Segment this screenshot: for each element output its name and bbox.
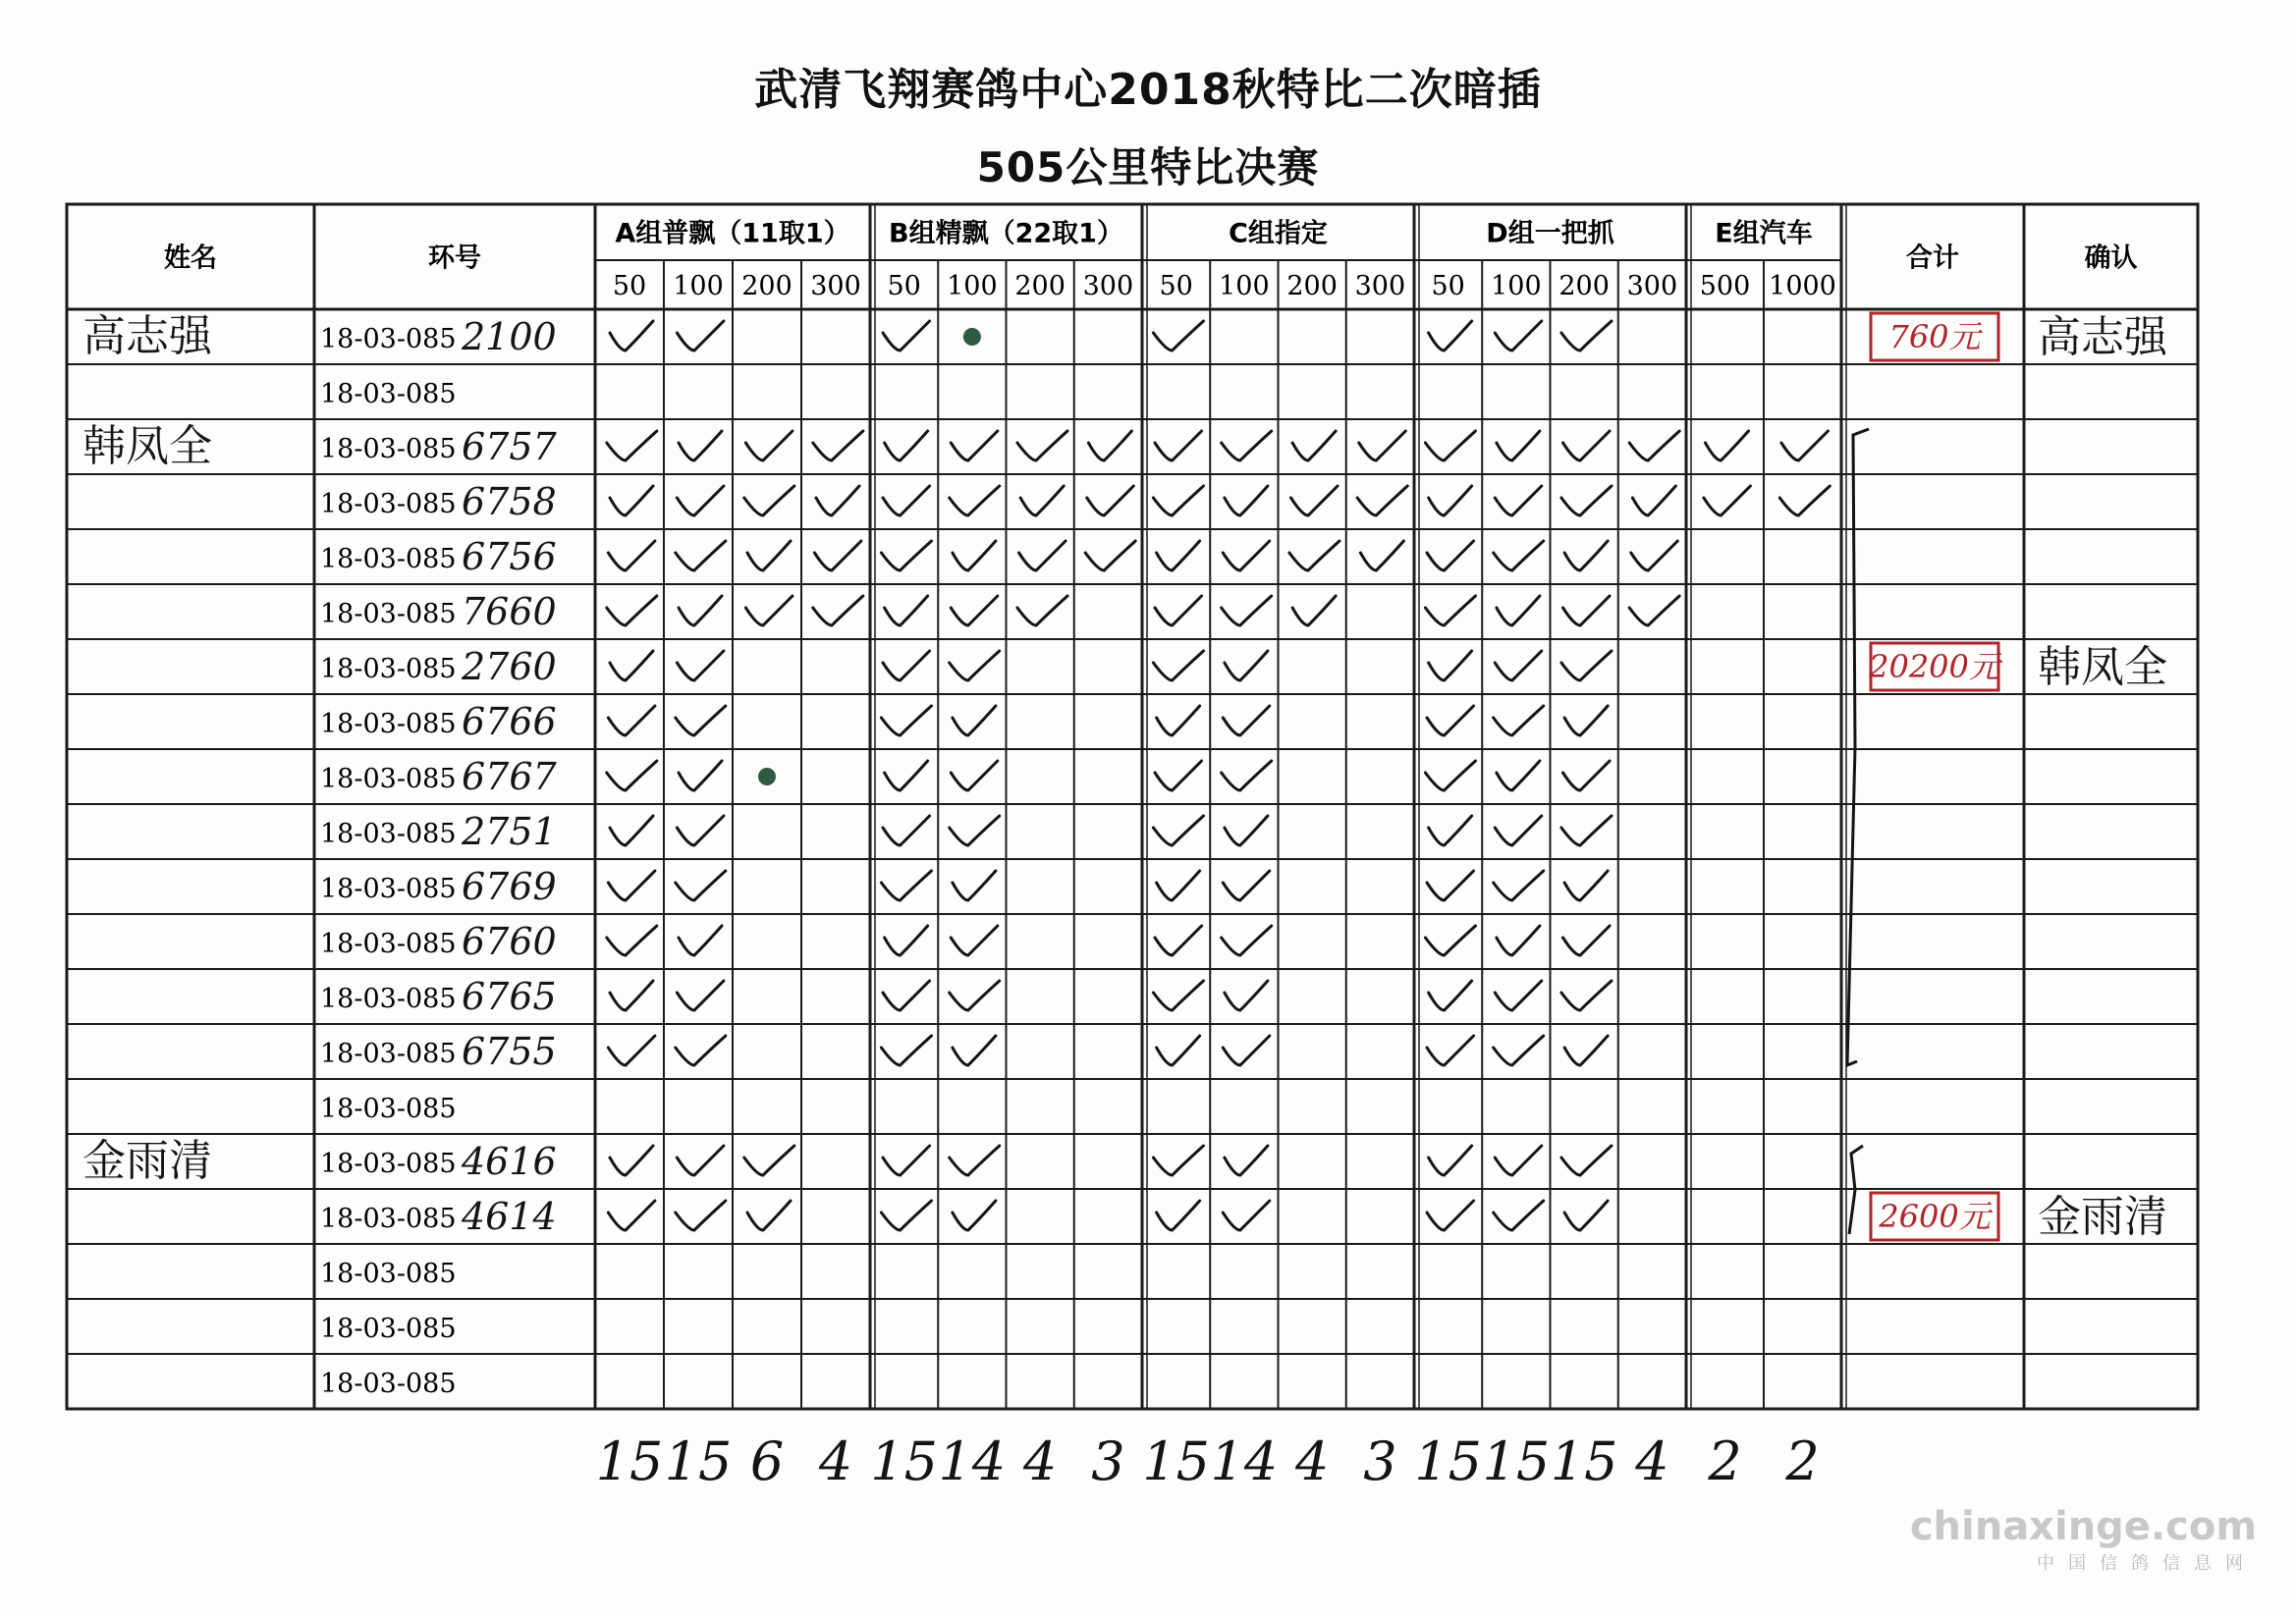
ring-suffix: 6769: [462, 865, 557, 908]
check-mark: [1153, 1146, 1203, 1175]
check-mark: [950, 816, 1000, 845]
check-mark: [950, 981, 1000, 1010]
check-mark: [1561, 486, 1612, 515]
check-mark: [677, 651, 724, 680]
check-mark: [814, 541, 861, 570]
ring-suffix: 2100: [462, 315, 557, 358]
column-count: 3: [1363, 1430, 1397, 1492]
check-mark: [885, 431, 928, 460]
check-mark: [610, 816, 653, 845]
check-mark: [951, 761, 998, 790]
check-mark: [813, 596, 863, 625]
check-mark: [1494, 871, 1544, 900]
ring-suffix: 6758: [462, 480, 557, 523]
check-mark: [883, 1146, 930, 1175]
distance-header: 300: [1082, 271, 1134, 301]
check-mark: [1632, 486, 1675, 515]
column-count: 15: [595, 1430, 664, 1492]
check-mark: [610, 651, 653, 680]
ring-prefix: 18-03-085: [320, 1149, 457, 1179]
column-count: 15: [664, 1430, 733, 1492]
ring-prefix: 18-03-085: [320, 1314, 457, 1344]
ring-prefix: 18-03-085: [320, 599, 457, 629]
check-mark: [1497, 431, 1540, 460]
check-mark: [679, 431, 722, 460]
check-mark: [1427, 706, 1474, 735]
ring-prefix: 18-03-085: [320, 434, 457, 464]
check-mark: [1429, 981, 1472, 1010]
ring-suffix: 2751: [462, 810, 557, 853]
header-total: 合计: [1906, 243, 1959, 274]
check-mark: [676, 871, 726, 900]
check-mark: [1427, 1036, 1474, 1065]
check-mark: [885, 761, 928, 790]
check-mark: [950, 651, 1000, 680]
check-mark: [950, 1146, 1000, 1175]
check-mark: [1629, 431, 1679, 460]
check-mark: [1561, 816, 1612, 845]
check-mark: [677, 321, 724, 351]
group-header: D组一把抓: [1486, 218, 1614, 249]
confirm-signature: 韩凤全: [2038, 642, 2167, 692]
check-mark: [1563, 431, 1611, 460]
check-mark: [1427, 541, 1474, 570]
distance-header: 200: [1558, 271, 1610, 301]
check-mark: [1157, 1201, 1200, 1230]
ring-prefix: 18-03-085: [320, 324, 457, 354]
check-mark: [1292, 596, 1336, 625]
ring-prefix: 18-03-085: [320, 929, 457, 959]
check-mark: [1020, 486, 1064, 515]
ring-suffix: 2760: [462, 645, 557, 688]
check-mark: [881, 1036, 931, 1065]
check-mark: [1494, 706, 1544, 735]
check-mark: [1153, 816, 1203, 845]
check-mark: [951, 431, 998, 460]
distance-header: 1000: [1769, 271, 1836, 301]
column-count: 4: [818, 1430, 853, 1492]
sheet-title: 武清飞翔赛鸽中心2018秋特比二次暗插: [754, 65, 1542, 115]
distance-header: 100: [947, 271, 998, 301]
check-mark: [607, 761, 657, 790]
column-count: 14: [1210, 1430, 1279, 1492]
check-mark: [1427, 871, 1474, 900]
check-mark: [885, 596, 928, 625]
check-mark: [1222, 761, 1272, 790]
ink-blot: [963, 328, 981, 346]
ring-prefix: 18-03-085: [320, 709, 457, 739]
column-count: 15: [870, 1430, 938, 1492]
check-mark: [1223, 1201, 1270, 1230]
check-mark: [951, 596, 998, 625]
check-mark: [1292, 431, 1336, 460]
watermark-site: chinaxinge.com: [1909, 1504, 2257, 1549]
ring-prefix: 18-03-085: [320, 544, 457, 574]
check-mark: [951, 926, 998, 955]
distance-header: 200: [1286, 271, 1338, 301]
check-mark: [679, 596, 722, 625]
check-mark: [1497, 761, 1540, 790]
ring-prefix: 18-03-085: [320, 489, 457, 519]
ring-suffix: 6755: [462, 1030, 557, 1073]
check-mark: [1563, 596, 1611, 625]
check-mark: [883, 981, 930, 1010]
check-mark: [607, 596, 657, 625]
check-mark: [1223, 541, 1270, 570]
check-mark: [1564, 1201, 1608, 1230]
ring-suffix: 7660: [462, 590, 557, 633]
check-mark: [1429, 486, 1472, 515]
check-mark: [677, 981, 724, 1010]
check-mark: [1087, 486, 1134, 515]
check-mark: [953, 1036, 996, 1065]
confirm-signature: 高志强: [2038, 312, 2167, 362]
check-mark: [1223, 871, 1270, 900]
check-mark: [816, 486, 859, 515]
check-mark: [1155, 596, 1202, 625]
column-counts: [596, 1430, 1820, 1492]
check-mark: [676, 1201, 726, 1230]
check-marks: [607, 321, 1831, 1230]
check-mark: [1222, 926, 1272, 955]
check-mark: [676, 541, 726, 570]
ring-prefix: 18-03-085: [320, 1039, 457, 1069]
check-mark: [610, 321, 653, 351]
check-mark: [1017, 431, 1067, 460]
check-mark: [608, 871, 655, 900]
ring-suffix: 6760: [462, 920, 557, 963]
header-confirm: 确认: [2084, 243, 2138, 274]
check-mark: [813, 431, 863, 460]
confirm-signature: 金雨清: [2038, 1192, 2167, 1242]
check-mark: [1425, 926, 1475, 955]
check-mark: [1629, 596, 1679, 625]
check-mark: [679, 926, 722, 955]
header-name: 姓名: [164, 243, 217, 274]
check-mark: [1495, 1146, 1542, 1175]
check-mark: [676, 1036, 726, 1065]
check-mark: [1497, 596, 1540, 625]
check-mark: [1561, 651, 1612, 680]
check-mark: [1494, 1201, 1544, 1230]
check-mark: [1155, 926, 1202, 955]
ring-prefix: 18-03-085: [320, 1094, 457, 1124]
check-mark: [1495, 321, 1542, 351]
ink-blot: [758, 768, 776, 785]
check-mark: [1429, 1146, 1472, 1175]
check-mark: [1019, 541, 1066, 570]
distance-header: 300: [810, 271, 861, 301]
check-mark: [1425, 761, 1475, 790]
check-mark: [1222, 596, 1272, 625]
ring-prefix: 18-03-085: [320, 984, 457, 1014]
check-mark: [1223, 706, 1270, 735]
check-mark: [1157, 541, 1200, 570]
check-mark: [1017, 596, 1067, 625]
check-mark: [1225, 816, 1268, 845]
check-mark: [608, 706, 655, 735]
check-mark: [608, 1036, 655, 1065]
distance-header: 300: [1626, 271, 1678, 301]
distance-header: 300: [1354, 271, 1406, 301]
ring-suffix: 6757: [462, 425, 557, 468]
check-mark: [953, 871, 996, 900]
check-mark: [1495, 651, 1542, 680]
check-mark: [677, 486, 724, 515]
ring-suffix: 4614: [462, 1195, 557, 1238]
check-mark: [1564, 871, 1608, 900]
check-mark: [1157, 706, 1200, 735]
check-mark: [1494, 1036, 1544, 1065]
check-mark: [1153, 981, 1203, 1010]
ring-suffix: 4616: [462, 1140, 557, 1183]
total-amount: 760元: [1888, 318, 1981, 355]
check-mark: [950, 486, 1000, 515]
distance-header: 100: [1491, 271, 1542, 301]
check-mark: [1495, 816, 1542, 845]
check-mark: [610, 486, 653, 515]
check-mark: [610, 981, 653, 1010]
check-mark: [608, 541, 655, 570]
column-count: 4: [1022, 1430, 1058, 1492]
group-header: B组精飘（22取1）: [889, 218, 1123, 249]
check-mark: [881, 1201, 931, 1230]
check-mark: [1359, 431, 1406, 460]
check-mark: [1225, 981, 1268, 1010]
check-mark: [1704, 486, 1751, 515]
check-mark: [953, 541, 996, 570]
check-mark: [745, 596, 793, 625]
check-mark: [1779, 486, 1830, 515]
check-mark: [1085, 541, 1135, 570]
check-mark: [1425, 431, 1475, 460]
check-mark: [1357, 486, 1407, 515]
check-mark: [1631, 541, 1678, 570]
check-mark: [1561, 1146, 1612, 1175]
check-mark: [1157, 871, 1200, 900]
check-mark: [1153, 321, 1203, 351]
column-count: 4: [1635, 1430, 1669, 1492]
check-mark: [1564, 1036, 1608, 1065]
ring-suffix: 6756: [462, 535, 557, 578]
distance-header: 500: [1699, 271, 1751, 301]
check-mark: [744, 486, 794, 515]
column-count: 15: [1550, 1430, 1618, 1492]
group-header: E组汽车: [1715, 218, 1813, 249]
check-mark: [1429, 816, 1472, 845]
ring-prefix: 18-03-085: [320, 654, 457, 684]
check-mark: [747, 541, 791, 570]
check-mark: [1222, 431, 1272, 460]
check-mark: [1223, 1036, 1270, 1065]
group-header: C组指定: [1229, 218, 1328, 249]
column-count: 15: [1414, 1430, 1482, 1492]
ring-prefix: 18-03-085: [320, 764, 457, 794]
column-count: 4: [1294, 1430, 1330, 1492]
check-mark: [883, 651, 930, 680]
ring-suffix: 6767: [462, 755, 557, 798]
header-ring: 环号: [428, 243, 481, 274]
distance-header: 50: [887, 271, 921, 301]
check-mark: [747, 1201, 791, 1230]
check-mark: [1360, 541, 1403, 570]
column-count: 3: [1091, 1430, 1125, 1492]
column-count: 15: [1142, 1430, 1210, 1492]
check-mark: [1157, 1036, 1200, 1065]
check-mark: [953, 1201, 996, 1230]
check-mark: [608, 1201, 655, 1230]
ring-prefix: 18-03-085: [320, 1369, 457, 1399]
distance-header: 100: [1219, 271, 1270, 301]
check-mark: [1706, 431, 1749, 460]
check-mark: [607, 431, 657, 460]
check-mark: [881, 871, 931, 900]
ring-suffix: 6765: [462, 975, 557, 1018]
ring-prefix: 18-03-085: [320, 1259, 457, 1289]
check-mark: [1427, 1201, 1474, 1230]
check-mark: [607, 926, 657, 955]
group-header: A组普飘（11取1）: [615, 218, 850, 249]
check-mark: [1495, 486, 1542, 515]
check-mark: [1781, 431, 1829, 460]
check-mark: [610, 1146, 653, 1175]
check-mark: [883, 816, 930, 845]
total-amount: 20200元: [1869, 648, 2000, 685]
check-mark: [1563, 761, 1611, 790]
check-mark: [1153, 486, 1203, 515]
check-mark: [1155, 761, 1202, 790]
column-count: 6: [749, 1430, 785, 1492]
check-mark: [1225, 651, 1268, 680]
check-mark: [953, 706, 996, 735]
check-mark: [1291, 486, 1339, 515]
check-mark: [1225, 1146, 1268, 1175]
check-mark: [1495, 981, 1542, 1010]
check-mark: [1153, 651, 1203, 680]
distance-header: 50: [1159, 271, 1193, 301]
check-mark: [744, 1146, 794, 1175]
check-mark: [883, 321, 930, 351]
distance-header: 100: [673, 271, 724, 301]
distance-header: 50: [612, 271, 647, 301]
column-count: 2: [1785, 1430, 1820, 1492]
check-mark: [1155, 431, 1202, 460]
check-mark: [679, 761, 722, 790]
check-mark: [1088, 431, 1131, 460]
check-mark: [1429, 651, 1472, 680]
check-mark: [1561, 321, 1612, 351]
check-mark: [1564, 706, 1608, 735]
check-mark: [1564, 541, 1608, 570]
column-count: 15: [1482, 1430, 1551, 1492]
fancier-name: 高志强: [82, 311, 212, 361]
check-mark: [1497, 926, 1540, 955]
ring-prefix: 18-03-085: [320, 819, 457, 849]
watermark: [1910, 1504, 2257, 1574]
fancier-name: 韩凤全: [82, 421, 212, 471]
check-mark: [677, 1146, 724, 1175]
column-count: 14: [938, 1430, 1007, 1492]
ring-prefix: 18-03-085: [320, 874, 457, 904]
check-mark: [883, 486, 930, 515]
ring-prefix: 18-03-085: [320, 379, 457, 409]
column-count: 2: [1708, 1430, 1742, 1492]
check-mark: [745, 431, 793, 460]
sheet-subtitle: 505公里特比决赛: [976, 143, 1320, 191]
check-mark: [1429, 321, 1472, 351]
check-mark: [1561, 981, 1612, 1010]
total-amount: 2600元: [1879, 1198, 1991, 1235]
totals-and-confirmations: [1847, 312, 2168, 1242]
check-mark: [881, 541, 931, 570]
check-mark: [881, 706, 931, 735]
ring-suffix: 6766: [462, 700, 557, 743]
watermark-cn: 中国信鸽信息网: [2037, 1553, 2257, 1574]
distance-header: 50: [1431, 271, 1465, 301]
distance-header: 200: [1014, 271, 1066, 301]
check-mark: [885, 926, 928, 955]
distance-header: 200: [741, 271, 793, 301]
check-mark: [677, 816, 724, 845]
check-mark: [676, 706, 726, 735]
check-mark: [1425, 596, 1475, 625]
check-mark: [1494, 541, 1544, 570]
check-mark: [1225, 486, 1268, 515]
check-mark: [1289, 541, 1339, 570]
ring-prefix: 18-03-085: [320, 1204, 457, 1234]
check-mark: [1563, 926, 1611, 955]
fancier-name: 金雨清: [82, 1136, 212, 1186]
